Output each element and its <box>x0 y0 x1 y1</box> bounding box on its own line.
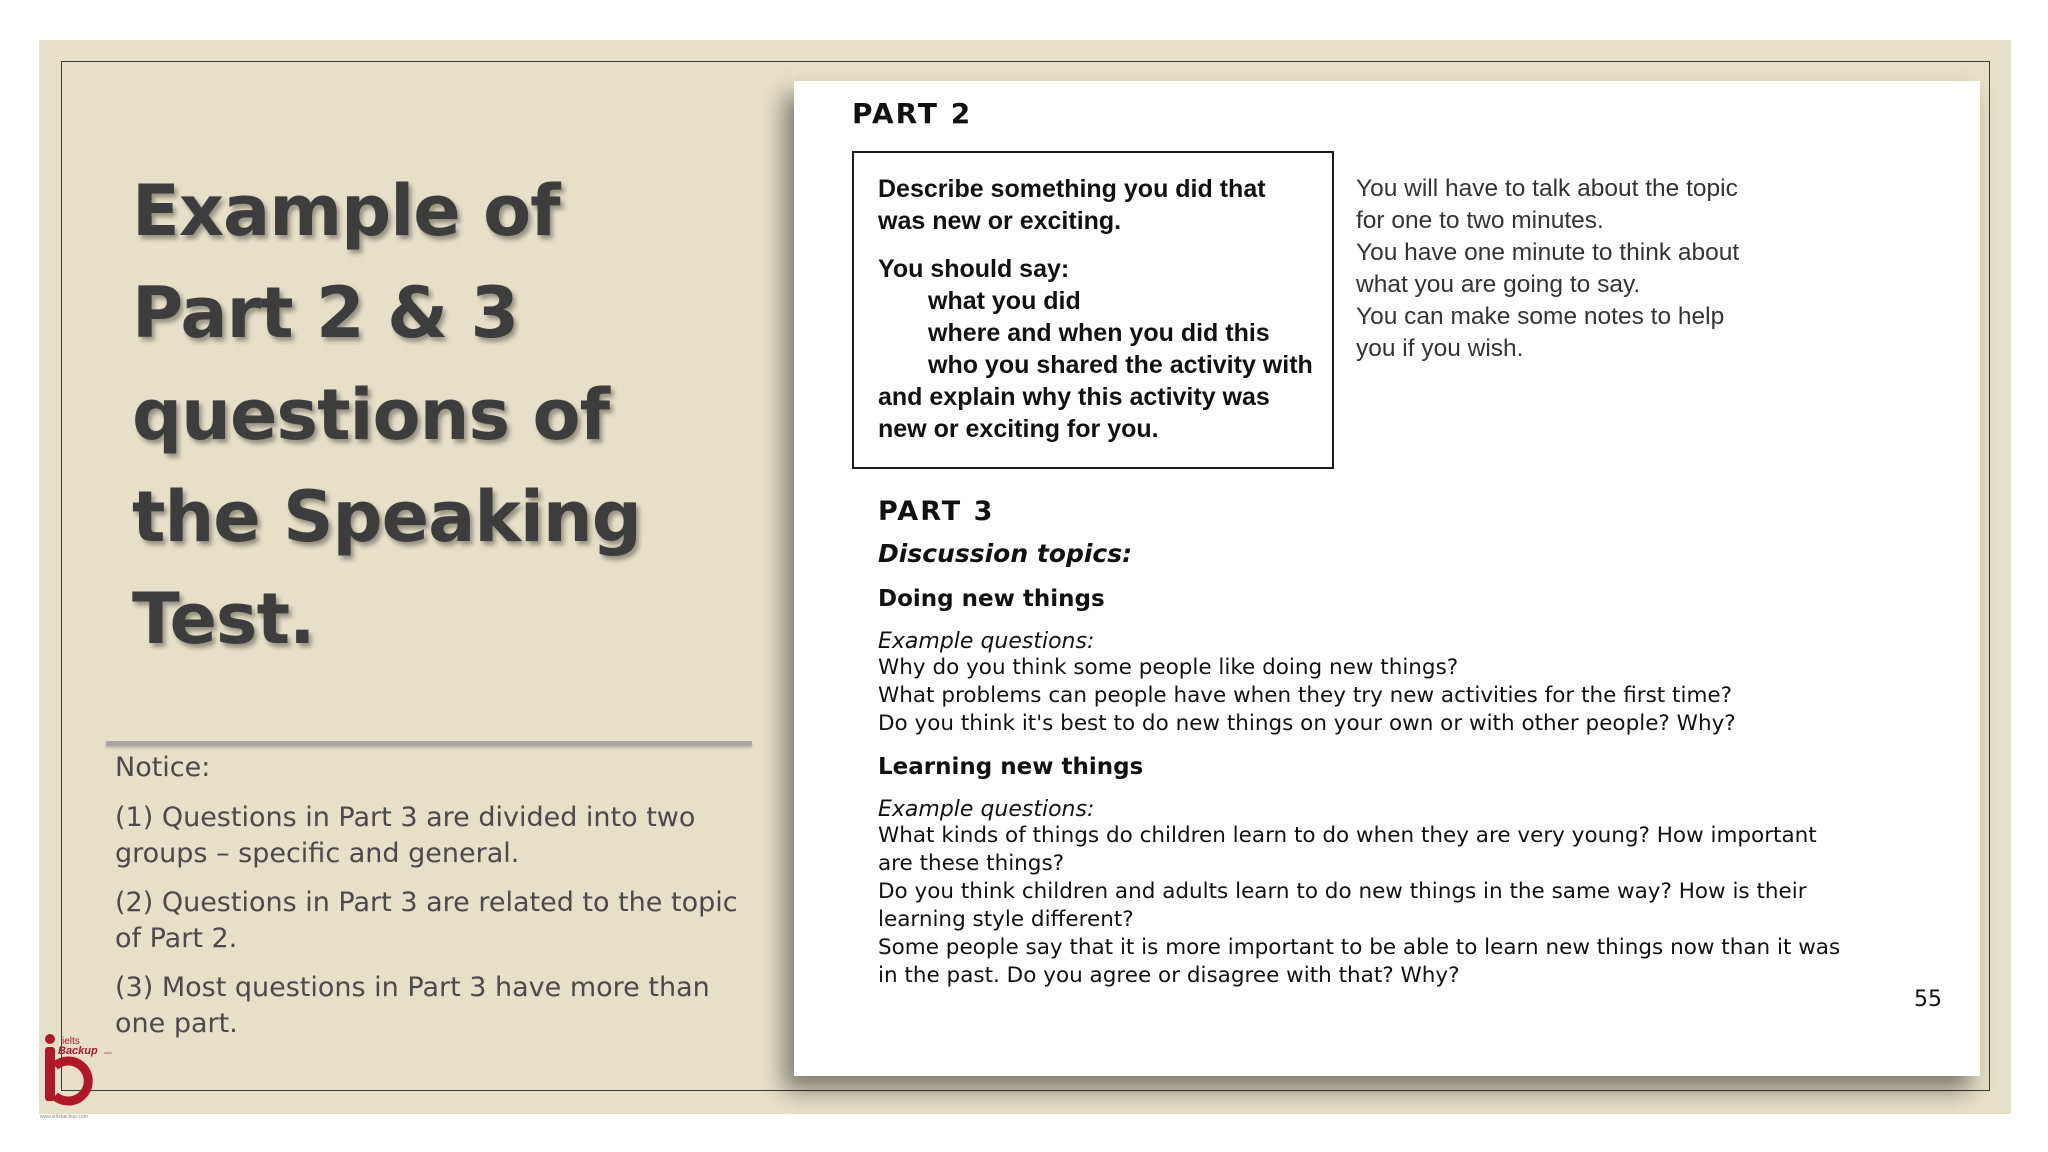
logo-text-ielts: ielts <box>62 1036 80 1047</box>
logo-text-backup: Backup <box>58 1045 98 1057</box>
question-line: Why do you think some people like doing new things? <box>878 655 1459 680</box>
question-line: Some people say that it is more important to be able to learn new things now than it was <box>878 935 1841 960</box>
cue-should-say: You should say: <box>878 255 1070 283</box>
instruction-line: for one to two minutes. <box>1356 207 1604 234</box>
slide-title <box>132 160 692 670</box>
cue-topic-line: Describe something you did that <box>878 175 1266 203</box>
title-line: Test. <box>132 578 315 660</box>
topic-title: Doing new things <box>878 586 1105 612</box>
title-line: the Speaking <box>132 476 641 558</box>
question-list <box>878 654 1968 738</box>
divider-line <box>106 741 752 746</box>
ieltsbackup-logo <box>36 1030 126 1125</box>
notice-box <box>115 750 755 1055</box>
question-line: are these things? <box>878 851 1065 876</box>
example-label: Example questions: <box>878 629 1095 654</box>
instruction-line: You will have to talk about the topic <box>1356 175 1738 202</box>
question-line: learning style different? <box>878 907 1134 932</box>
question-line: in the past. Do you agree or disagree with that? Why? <box>878 963 1460 988</box>
notice-item: (2) Questions in Part 3 are related to the topic of Part 2. <box>115 887 738 954</box>
cue-explain-line: new or exciting for you. <box>878 415 1159 443</box>
question-line: Do you think children and adults learn to do new things in the same way? How is their <box>878 879 1807 904</box>
example-label: Example questions: <box>878 797 1095 822</box>
title-line: Part 2 & 3 <box>132 272 519 354</box>
discussion-heading: Discussion topics: <box>878 539 1133 568</box>
notice-item: (3) Most questions in Part 3 have more than one part. <box>115 972 710 1039</box>
title-line: Example of <box>132 170 560 252</box>
instruction-line: what you are going to say. <box>1356 271 1641 298</box>
topic-title: Learning new things <box>878 754 1144 780</box>
question-line: What kinds of things do children learn to do when they are very young? How important <box>878 823 1817 848</box>
instruction-line: You have one minute to think about <box>1356 239 1740 266</box>
notice-item: (1) Questions in Part 3 are divided into two groups – specific and general. <box>115 802 696 869</box>
logo-icon <box>36 1030 126 1115</box>
question-list <box>878 822 1968 990</box>
logo-url: www.ieltsbackup.com <box>40 1114 88 1120</box>
cue-point: what you did <box>928 287 1081 315</box>
cue-point: who you shared the activity with <box>928 351 1313 379</box>
instruction-line: You can make some notes to help <box>1356 303 1725 330</box>
cue-explain-line: and explain why this activity was <box>878 383 1270 411</box>
cue-point: where and when you did this <box>928 319 1270 347</box>
part2-instructions <box>1356 173 1776 365</box>
cue-topic-line: was new or exciting. <box>878 207 1122 235</box>
title-line: questions of <box>132 374 610 456</box>
question-line: Do you think it's best to do new things on your own or with other people? Why? <box>878 711 1736 736</box>
cue-card <box>852 151 1334 469</box>
part3-heading: PART 3 <box>878 496 995 527</box>
question-line: What problems can people have when they try new activities for the first time? <box>878 683 1733 708</box>
document-page <box>794 81 1980 1076</box>
instruction-line: you if you wish. <box>1356 335 1524 362</box>
logo-text-suffix: .com <box>103 1050 112 1055</box>
notice-heading: Notice: <box>115 752 211 783</box>
part2-heading: PART 2 <box>852 97 973 130</box>
page-number: 55 <box>1914 987 1942 1012</box>
